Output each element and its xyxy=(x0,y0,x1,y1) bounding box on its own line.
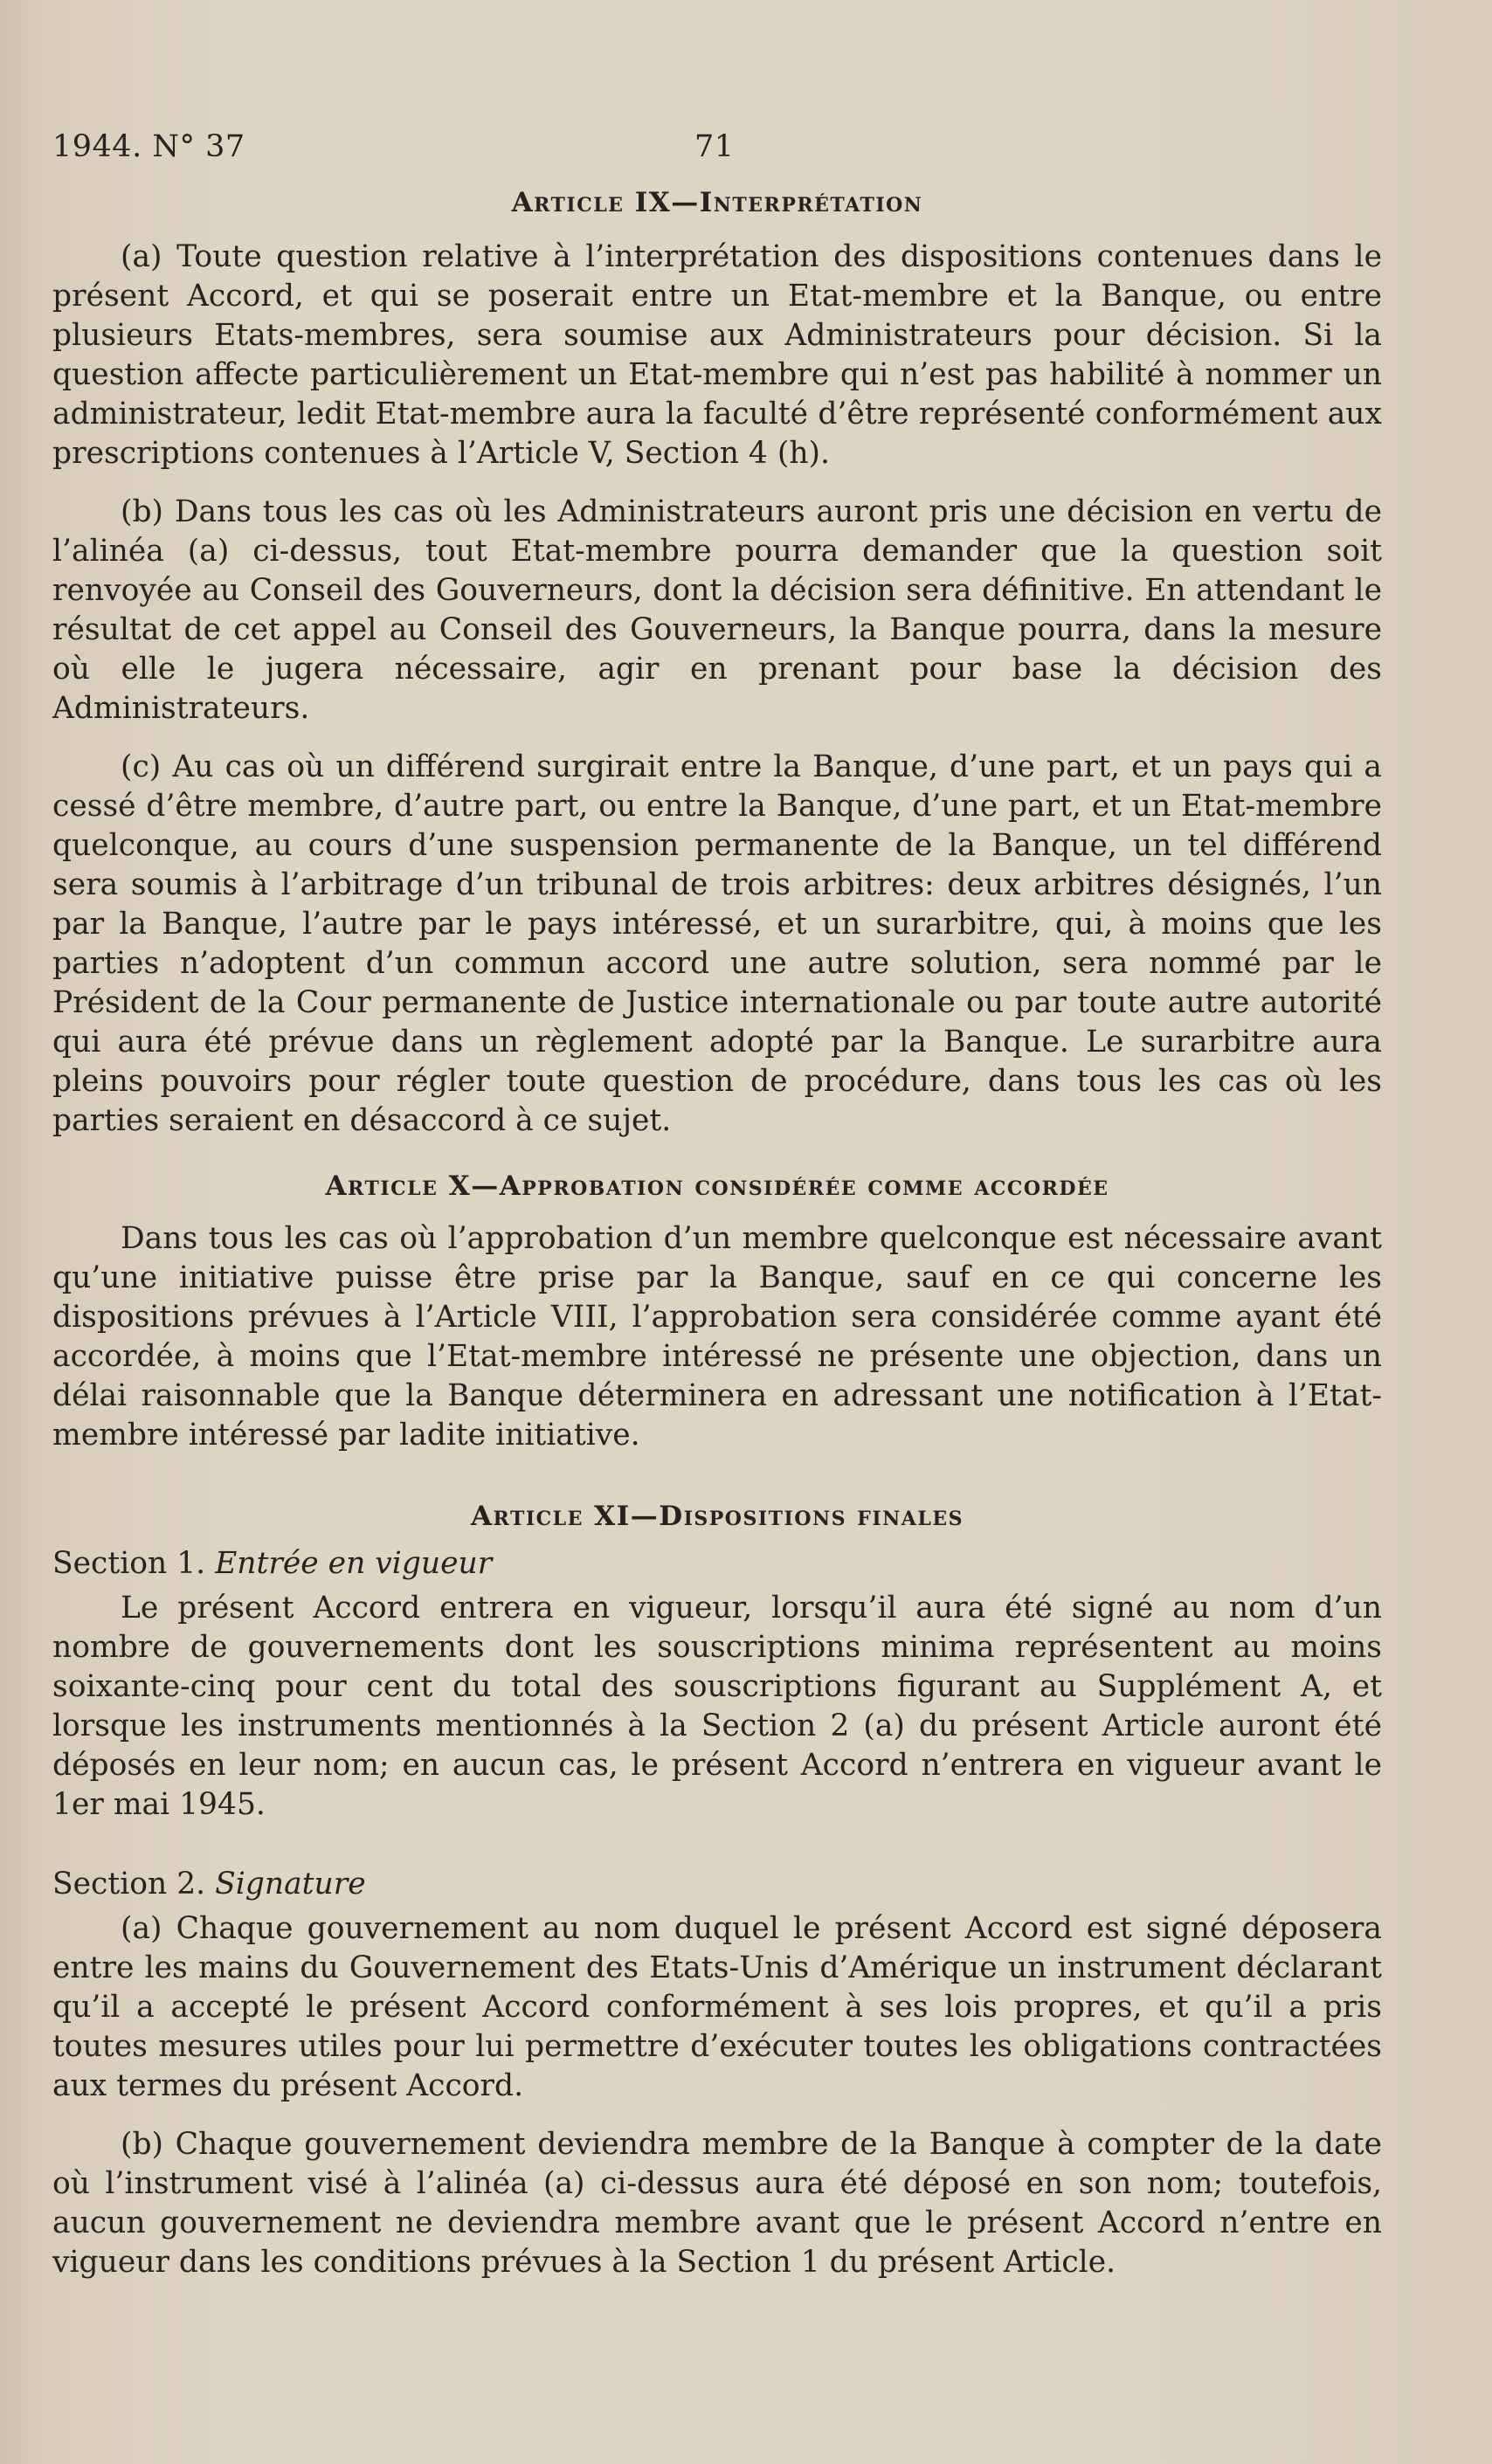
running-header xyxy=(52,122,1382,175)
article-x-heading: Article X—Approbation considérée comme accordée xyxy=(325,1170,1109,1202)
section-2-paragraph-b: (b) Chaque gouvernement deviendra membre de la Banque à compter de la date où l’instrument visé à l’alinéa (a) ci-dessus aura été déposé en son nom; toutefois, aucun gouvernement ne deviendra membre avant que le présent Accord n’entre en vigueur dans les conditions prévues à la Section 1 du présent Article. xyxy=(52,2127,1382,2280)
section-2-paragraph-a: (a) Chaque gouvernement au nom duquel le présent Accord est signé déposera entre les mains du Gouvernement des Etats-Unis d’Amérique un instrument déclarant qu’il a accepté le présent Accord conformément à ses lois propres, et qu’il a pris toutes mesures utiles pour lui permettre d’exécuter toutes les obligations contractées aux termes du présent Accord. xyxy=(52,1911,1382,2103)
page-number: 71 xyxy=(694,129,735,164)
section-1-paragraph: Le présent Accord entrera en vigueur, lorsqu’il aura été signé au nom d’un nombre de gouvernements dont les souscriptions minima représentent au moins soixante-cinq pour cent du total des souscriptions figurant au Supplément A, et lorsque les instruments mentionnés à la Section 2 (a) du présent Article auront été déposés en leur nom; en aucun cas, le présent Accord n’entrera en vigueur avant le 1er mai 1945. xyxy=(52,1591,1382,1822)
section-1-label: Section 1. xyxy=(52,1546,206,1581)
article-xi-heading: Article XI—Dispositions finales xyxy=(471,1501,964,1532)
article-ix-paragraph-a: (a) Toute question relative à l’interprétation des dispositions contenues dans le présent Accord, et qui se poserait entre un Etat-membre et la Banque, ou entre plusieurs Etats-membres, sera soumise aux Administrateurs pour décision. Si la question affecte particulièrement un Etat-membre qui n’est pas habilité à nommer un administrateur, ledit Etat-membre aura la faculté d’être représenté conformément aux prescriptions contenues à l’Article V, Section 4 (h). xyxy=(52,239,1382,471)
section-2-label: Section 2. xyxy=(52,1867,206,1901)
article-ix-paragraph-b: (b) Dans tous les cas où les Administrateurs auront pris une décision en vertu de l’alinéa (a) ci-dessus, tout Etat-membre pourra demander que la question soit renvoyée au Conseil des Gouverneurs, dont la décision sera définitive. En attendant le résultat de cet appel au Conseil des Gouverneurs, la Banque pourra, dans la mesure où elle le jugera nécessaire, agir en prenant pour base la décision des Administrateurs. xyxy=(52,494,1382,726)
section-2-title: Signature xyxy=(215,1867,366,1901)
article-ix-paragraph-c: (c) Au cas où un différend surgirait entre la Banque, d’une part, et un pays qui a cessé d’être membre, d’autre part, ou entre la Banque, d’une part, et un Etat-membre quelconque, au cours d’une suspension permanente de la Banque, un tel différend sera soumis à l’arbitrage d’un tribunal de trois arbitres: deux arbitres désignés, l’un par la Banque, l’autre par le pays intéressé, et un surarbitre, qui, à moins que les parties n’adoptent d’un commun accord une autre solution, sera nommé par le Président de la Cour permanente de Justice internationale ou par toute autre autorité qui aura été prévue dans un règlement adopté par la Banque. Le surarbitre aura pleins pouvoirs pour régler toute question de procédure, dans tous les cas où les parties seraient en désaccord à ce sujet. xyxy=(52,749,1382,1138)
article-x-paragraph: Dans tous les cas où l’approbation d’un membre quelconque est nécessaire avant qu’une initiative puisse être prise par la Banque, sauf en ce qui concerne les dispositions prévues à l’Article VIII, l’approbation sera considérée comme ayant été accordée, à moins que l’Etat-membre intéressé ne présente une objection, dans un délai raisonnable que la Banque déterminera en adressant une notification à l’Etat-membre intéressé par ladite initiative. xyxy=(52,1221,1382,1453)
section-1-title: Entrée en vigueur xyxy=(215,1546,493,1581)
article-ix-heading: Article IX—Interprétation xyxy=(511,187,923,218)
section-2-heading xyxy=(52,1865,1382,1904)
year-number: 1944. N° 37 xyxy=(52,129,245,164)
section-1-heading xyxy=(52,1544,1382,1584)
